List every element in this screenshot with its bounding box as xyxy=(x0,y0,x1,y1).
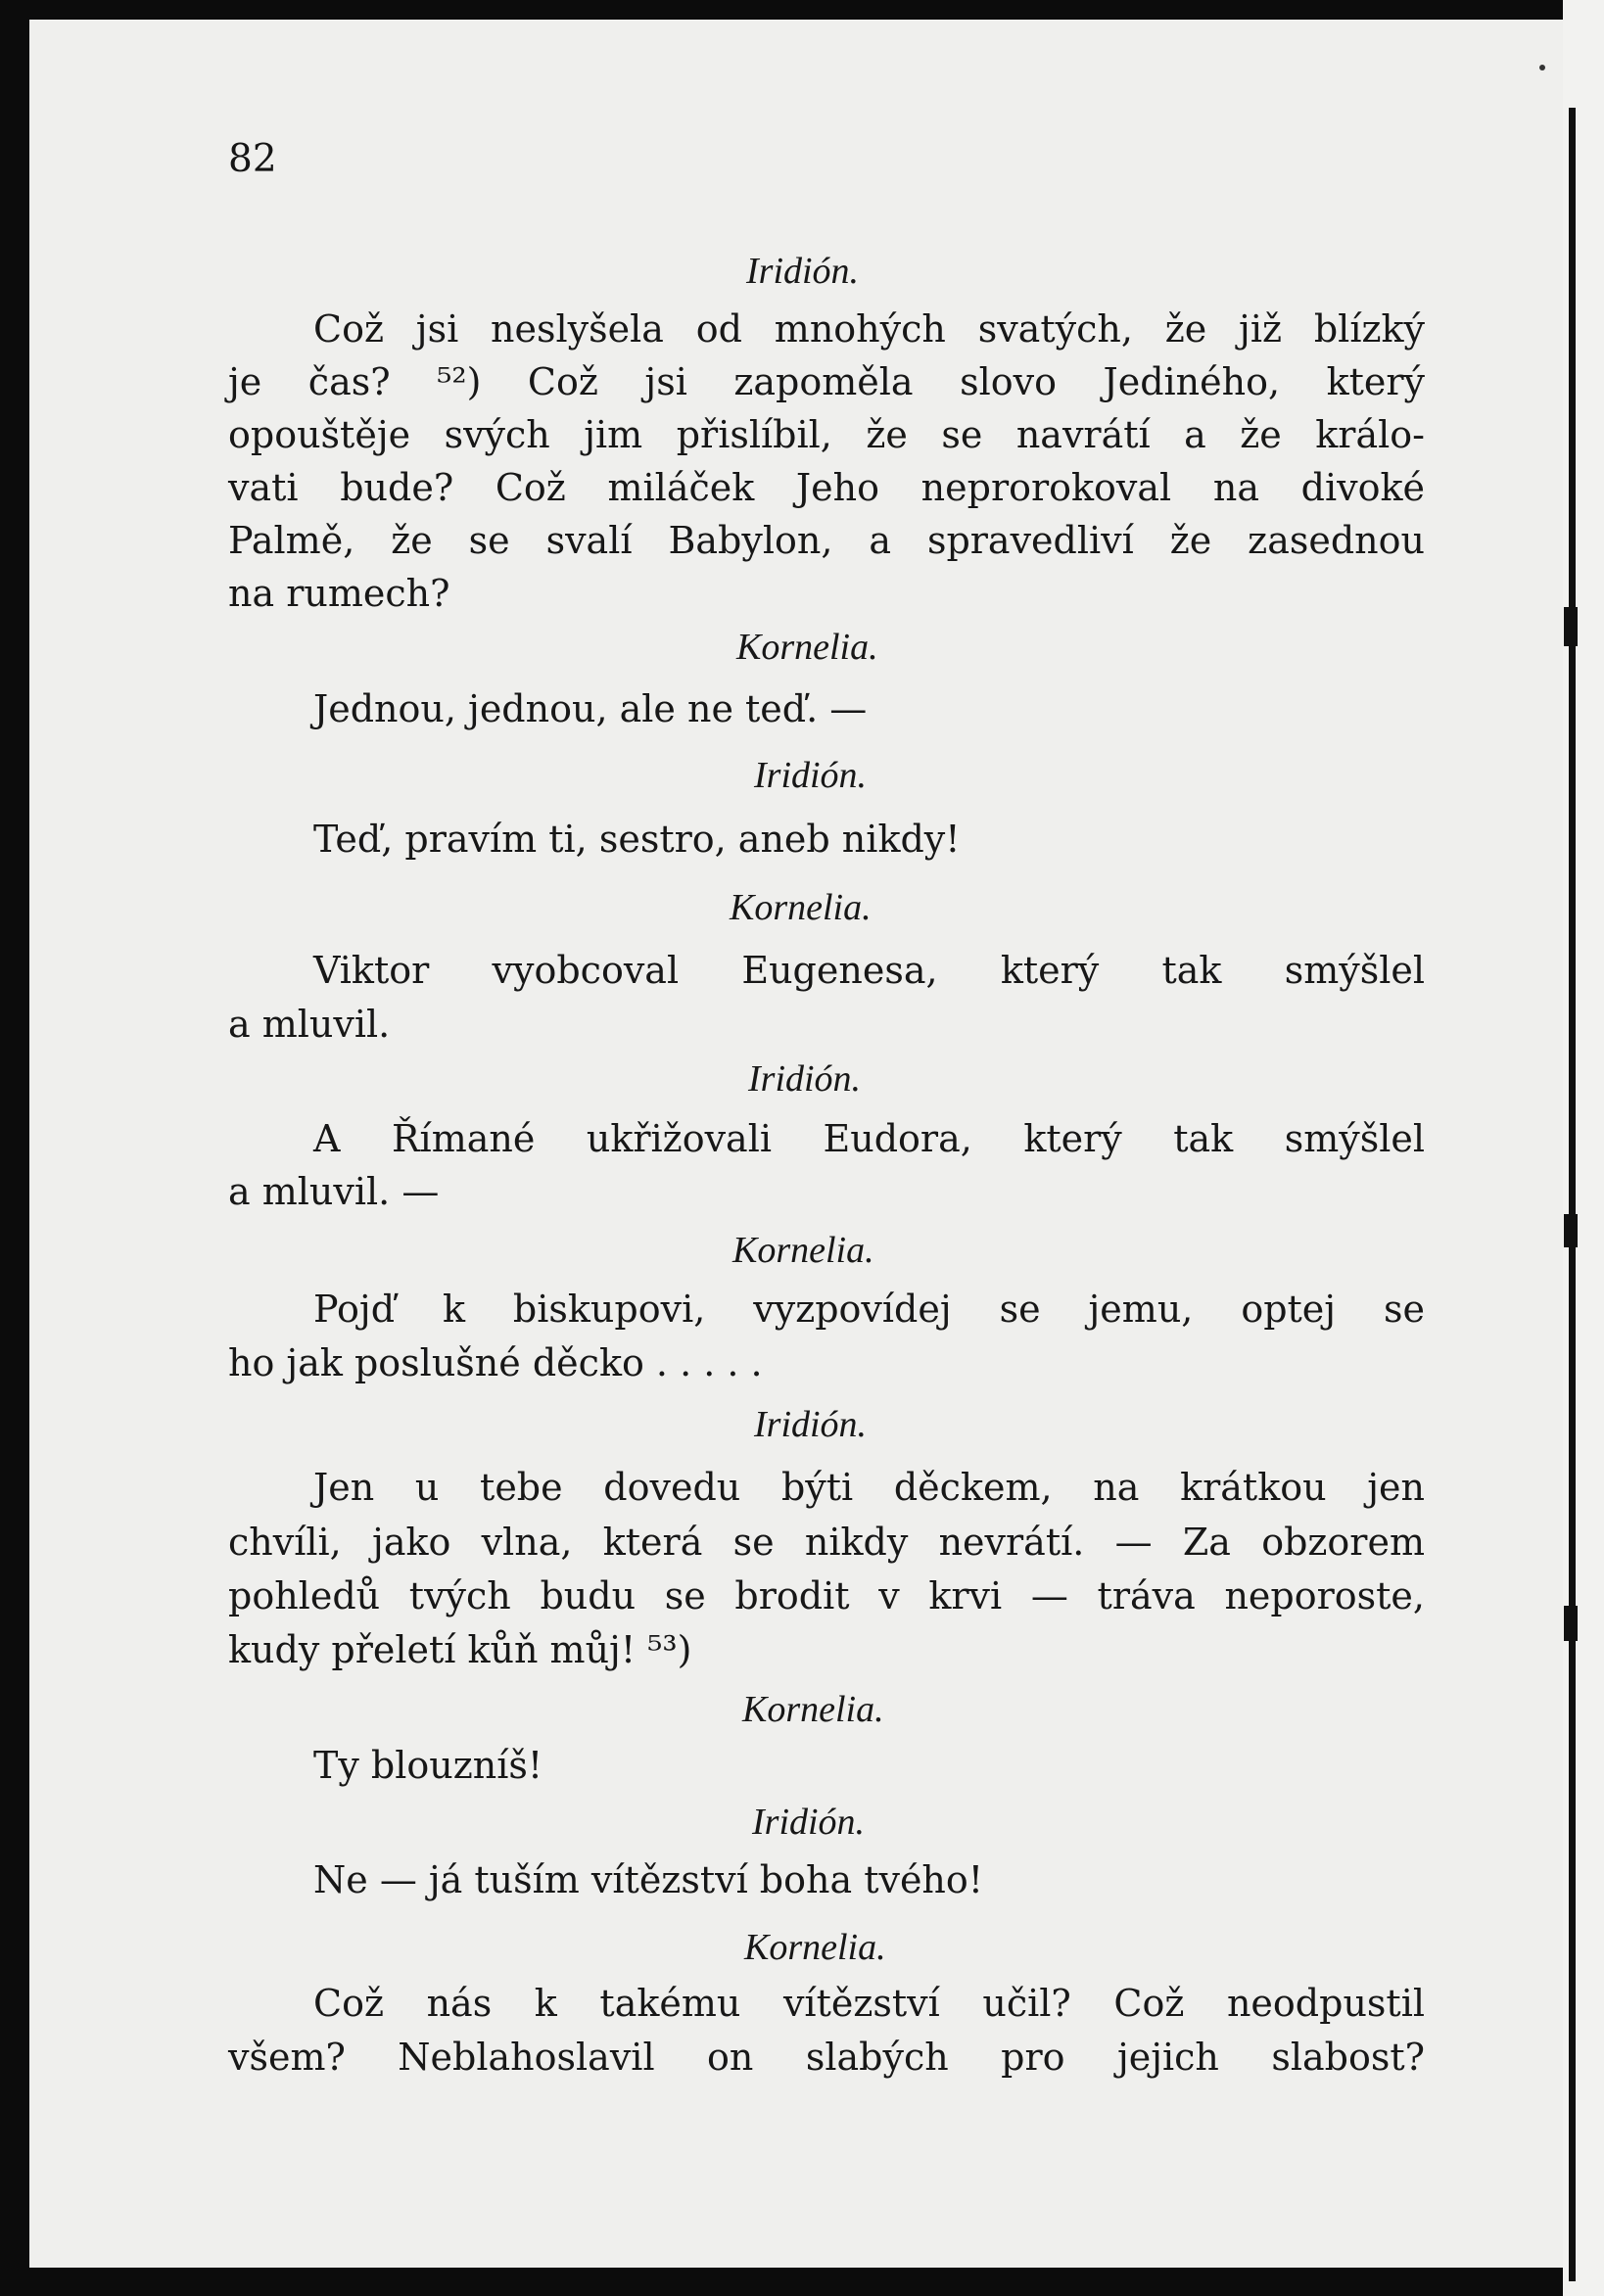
dialogue-line: Viktor vyobcoval Eugenesa, který tak smýšlel xyxy=(313,949,1425,992)
dialogue-line: A Římané ukřižovali Eudora, který tak smýšlel xyxy=(313,1117,1425,1160)
speaker-name: Kornelia. xyxy=(742,1689,884,1730)
speaker-name: Iridión. xyxy=(754,755,868,796)
speaker-name: Iridión. xyxy=(748,1058,862,1100)
dialogue-line: Ne — já tuším vítězství boha tvého! xyxy=(313,1858,984,1901)
dialogue-line: vati bude? Což miláček Jeho neprorokoval na divoké xyxy=(228,466,1425,509)
dialogue-line: chvíli, jako vlna, která se nikdy nevrátí. — Za obzorem xyxy=(228,1521,1425,1564)
page-number: 82 xyxy=(228,137,277,181)
dialogue-line: Jen u tebe dovedu býti děckem, na krátkou jen xyxy=(313,1466,1425,1509)
speaker-name: Iridión. xyxy=(754,1404,868,1445)
dialogue-line: je čas? ⁵²) Což jsi zapoměla slovo Jediného, který xyxy=(228,360,1425,403)
dialogue-line: Palmě, že se svalí Babylon, a spravedliví že zasednou xyxy=(228,519,1425,562)
dialogue-line: opouštěje svých jim přislíbil, že se navrátí a že králo- xyxy=(228,413,1425,456)
speaker-name: Kornelia. xyxy=(732,1230,874,1271)
dialogue-line: a mluvil. — xyxy=(228,1170,440,1213)
speck xyxy=(1539,65,1545,70)
dialogue-line: kudy přeletí kůň můj! ⁵³) xyxy=(228,1628,692,1671)
dialogue-line: a mluvil. xyxy=(228,1003,391,1046)
dialogue-line: Což nás k takému vítězství učil? Což neodpustil xyxy=(313,1982,1425,2025)
dialogue-line: Což jsi neslyšela od mnohých svatých, že již blízký xyxy=(313,307,1425,351)
dialogue-line: Ty blouzníš! xyxy=(313,1744,543,1787)
edge-mark xyxy=(1564,1214,1578,1247)
binding-edge-line xyxy=(1569,108,1576,2281)
edge-mark xyxy=(1564,607,1578,646)
dialogue-line: Jednou, jednou, ale ne teď. — xyxy=(313,687,868,730)
dialogue-line: ho jak poslušné děcko . . . . . xyxy=(228,1341,763,1384)
speaker-name: Kornelia. xyxy=(736,627,878,668)
dialogue-line: Teď, pravím ti, sestro, aneb nikdy! xyxy=(313,818,961,861)
dialogue-line: všem? Neblahoslavil on slabých pro jejich slabost? xyxy=(228,2036,1425,2079)
speaker-name: Kornelia. xyxy=(730,887,872,928)
dialogue-line: pohledů tvých budu se brodit v krvi — tráva neporoste, xyxy=(228,1574,1425,1617)
speaker-name: Iridión. xyxy=(752,1802,866,1843)
dialogue-line: na rumech? xyxy=(228,572,450,615)
speaker-name: Kornelia. xyxy=(744,1927,886,1968)
edge-mark xyxy=(1564,1606,1578,1641)
speaker-name: Iridión. xyxy=(746,251,860,292)
dialogue-line: Pojď k biskupovi, vyzpovídej se jemu, optej se xyxy=(313,1288,1425,1331)
